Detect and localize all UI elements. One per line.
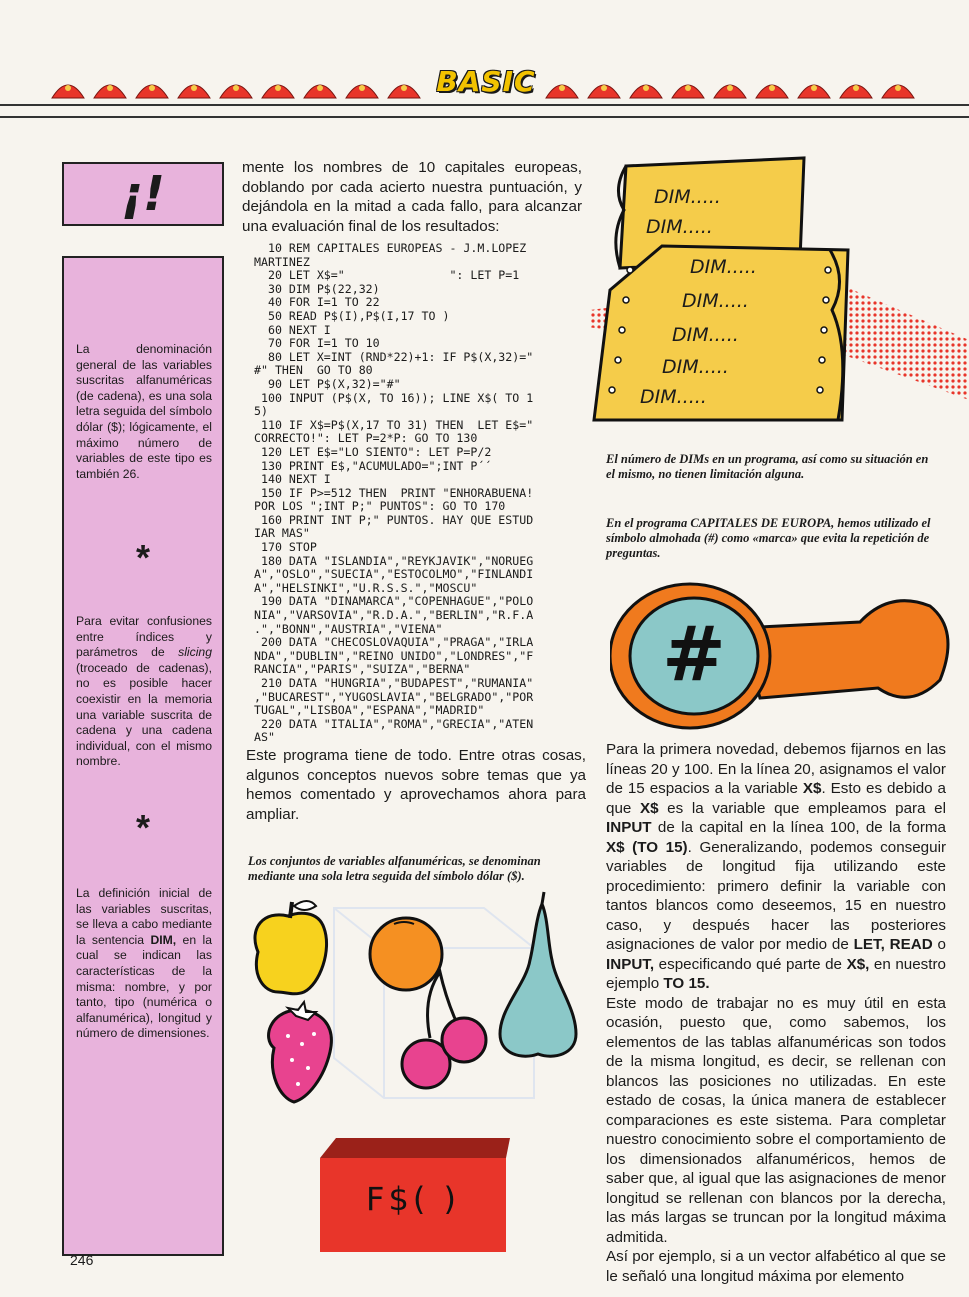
fruit-caption: Los conjuntos de variables alfanuméricas, se denominan mediante una sola letra seguida del símbolo dólar ($). xyxy=(248,854,541,883)
sidebar-note-1: La denominación general de las variables suscritas alfanuméricas (de cadena), es una sola letra seguida del símbolo dólar ($); lógicamente, el máximo número de variables de este tipo es también 26. xyxy=(76,342,212,481)
keyword: X$ (TO 15) xyxy=(606,838,688,856)
sidebar-note-3-dim: DIM, xyxy=(150,932,177,947)
text-run: es la variable que empleamos para el xyxy=(658,799,946,817)
exclamation-icon: ¡! xyxy=(121,166,165,222)
header-rule xyxy=(0,104,969,106)
text-run: . Generalizando, podemos conseguir variables de longitud fija utilizando este procedimiento: primero definir la variable con tantos blancos como deseemos, 15 en nuestro caso, y después hacer las posteriores asignaciones de valor por medio de xyxy=(606,838,947,953)
keyword: LET, READ xyxy=(853,936,933,953)
right-paragraph-3: Así por ejemplo, si a un vector alfabético al que se le señaló una longitud máxima por elemento xyxy=(606,1248,946,1285)
right-paragraph-1 xyxy=(606,740,946,994)
strawberry-icon xyxy=(269,1002,332,1102)
sidebar-note-2-part-b: (troceado de cadenas), no es posible hacer coexistir en la memoria una variable suscrita de cadena y una cadena individual, con el mismo nombre. xyxy=(76,660,212,769)
sidebar-note-3-part-b: en la cual se indican las características de la misma: nombre, y por tanto, tipo (numérica o alfanumérica), longitud y número de dimensiones. xyxy=(76,932,212,1041)
sidebar-note-2-slicing: slicing xyxy=(178,645,212,660)
right-paragraph-2: Este modo de trabajar no es muy útil en esta ocasión, puesto que, como sabemos, los elementos de las tablas alfanuméricas son todos de la misma longitud, es decir, se rellenan con blancos las posiciones no utilizadas. En este estado de cosas, la única manera de establecer comparaciones es este sistema. Para completar nuestro conocimiento sobre el comportamiento de los dimensionados alfanuméricos, hemos de saber que, al igual que las asignaciones de menor longitud se rellenan con blancos por la derecha, las más largas se truncan por la longitud máxima admitida. xyxy=(606,994,946,1246)
fruit-sign-label: F$( ) xyxy=(366,1180,460,1218)
hash-icon: # xyxy=(662,609,726,698)
sidebar-note-3-part-a: La definición inicial de las variables suscritas, se lleva a cabo mediante la sentencia xyxy=(76,886,212,947)
keyword: X$, xyxy=(846,955,870,973)
dim-label-3: DIM..... xyxy=(690,256,757,278)
apple-icon xyxy=(255,901,327,994)
text-run: de la capital en la línea 100, de la forma xyxy=(651,819,946,836)
sidebar-note-2-part-a: Para evitar confusiones entre índices y parámetros de xyxy=(76,614,212,660)
keyword: X$ xyxy=(639,799,659,817)
orange-icon xyxy=(370,918,442,990)
text-run: especificando qué parte de xyxy=(654,955,847,973)
intro-paragraph: mente los nombres de 10 capitales europeas, doblando por cada acierto nuestra puntuación, y dejándola en la mitad a cada fallo, para alcanzar una evaluación final de los resultados: xyxy=(242,159,582,235)
dim-label-4: DIM..... xyxy=(682,290,749,312)
header-rule-lower xyxy=(0,116,969,118)
basic-logo: BASIC xyxy=(436,65,536,98)
sidebar-badge xyxy=(62,162,224,226)
text-run: . Esto es debido a que xyxy=(606,780,946,817)
dim-label-2: DIM..... xyxy=(646,216,713,238)
dim-label-1: DIM..... xyxy=(654,186,721,208)
keyword: INPUT xyxy=(606,819,652,836)
keyword: X$ xyxy=(802,780,822,797)
stamp-caption: En el programa CAPITALES DE EUROPA, hemos utilizado el símbolo almohada (#) como «marca» que evita la repetición de preguntas. xyxy=(606,516,931,560)
keyword: INPUT, xyxy=(606,955,655,973)
asterisk-icon: * xyxy=(135,807,150,848)
asterisk-icon: * xyxy=(135,537,150,578)
dim-label-6: DIM..... xyxy=(662,356,729,378)
dim-label-5: DIM..... xyxy=(672,324,739,346)
page-number: 246 xyxy=(70,1252,94,1268)
dim-label-7: DIM..... xyxy=(640,386,707,408)
pear-icon xyxy=(500,892,576,1056)
program-listing: 10 REM CAPITALES EUROPEAS - J.M.LOPEZ MARTINEZ 20 LET X$=" ": LET P=1 30 DIM P$(22,32) 40 FOR I=1 TO 22 50 READ P$(I),P$(I,17 TO ) 60 NEXT I 70 FOR I=1 TO 10 80 LET X=INT (RND*22)+1: IF P$(X,32)=" #" THEN GO TO 80 90 LET P$(X,32)="#" 100 INPUT (P$(X, TO 16)); LINE X$( TO 1 5) 110 IF X$=P$(X,17 TO 31) THEN LET E$=" CORRECTO!": LET P=2*P: GO TO 130 120 LET E$="LO SIENTO": LET P=P/2 130 PRINT E$,"ACUMULADO=";INT P´´ 140 NEXT I 150 IF P>=512 THEN PRINT "ENHORABUENA! POR LOS ";INT P;" PUNTOS": GO TO 170 160 PRINT INT P;" PUNTOS. HAY QUE ESTUD IAR MAS" 170 STOP 180 DATA "ISLANDIA","REYKJAVIK","NORUEG A","OSLO","SUECIA","ESTOCOLMO","FINLANDI A","HELSINKI","U.R.S.S.","MOSCU" 190 DATA "DINAMARCA","COPENHAGUE","POLO NIA","VARSOVIA","R.D.A.","BERLIN","R.F.A .","BONN","AUSTRIA","VIENA" 200 DATA "CHECOSLOVAQUIA","PRAGA","IRLA NDA","DUBLIN","REINO UNIDO","LONDRES","F RANCIA","PARIS","SUIZA","BERNA" 210 DATA "HUNGRIA","BUDAPEST","RUMANIA" ,"BUCAREST","YUGOSLAVIA","BELGRADO","POR TUGAL","LISBOA","ESPANA","MADRID" 220 DATA "ITALIA","ROMA","GRECIA","ATEN AS" xyxy=(254,241,534,745)
program-commentary: Este programa tiene de todo. Entre otras cosas, algunos conceptos nuevos sobre temas que ya hemos comentado y aprovechamos ahora para ampliar. xyxy=(246,747,586,823)
sidebar-note-2 xyxy=(76,614,212,770)
sidebar-note-3 xyxy=(76,886,212,1042)
sidebar-notes xyxy=(62,256,224,1256)
text-run: Para la primera novedad, debemos fijarnos en las líneas 20 y 100. En la línea 20, asignamos el valor de 15 espacios a la variable xyxy=(606,741,946,797)
dim-caption: El número de DIMs en un programa, así como su situación en el mismo, no tienen limitación alguna. xyxy=(606,452,929,481)
text-run: o xyxy=(932,936,946,953)
right-column-text xyxy=(606,740,946,1286)
text-run: en nuestro ejemplo xyxy=(606,955,946,992)
keyword: TO 15. xyxy=(663,975,710,992)
